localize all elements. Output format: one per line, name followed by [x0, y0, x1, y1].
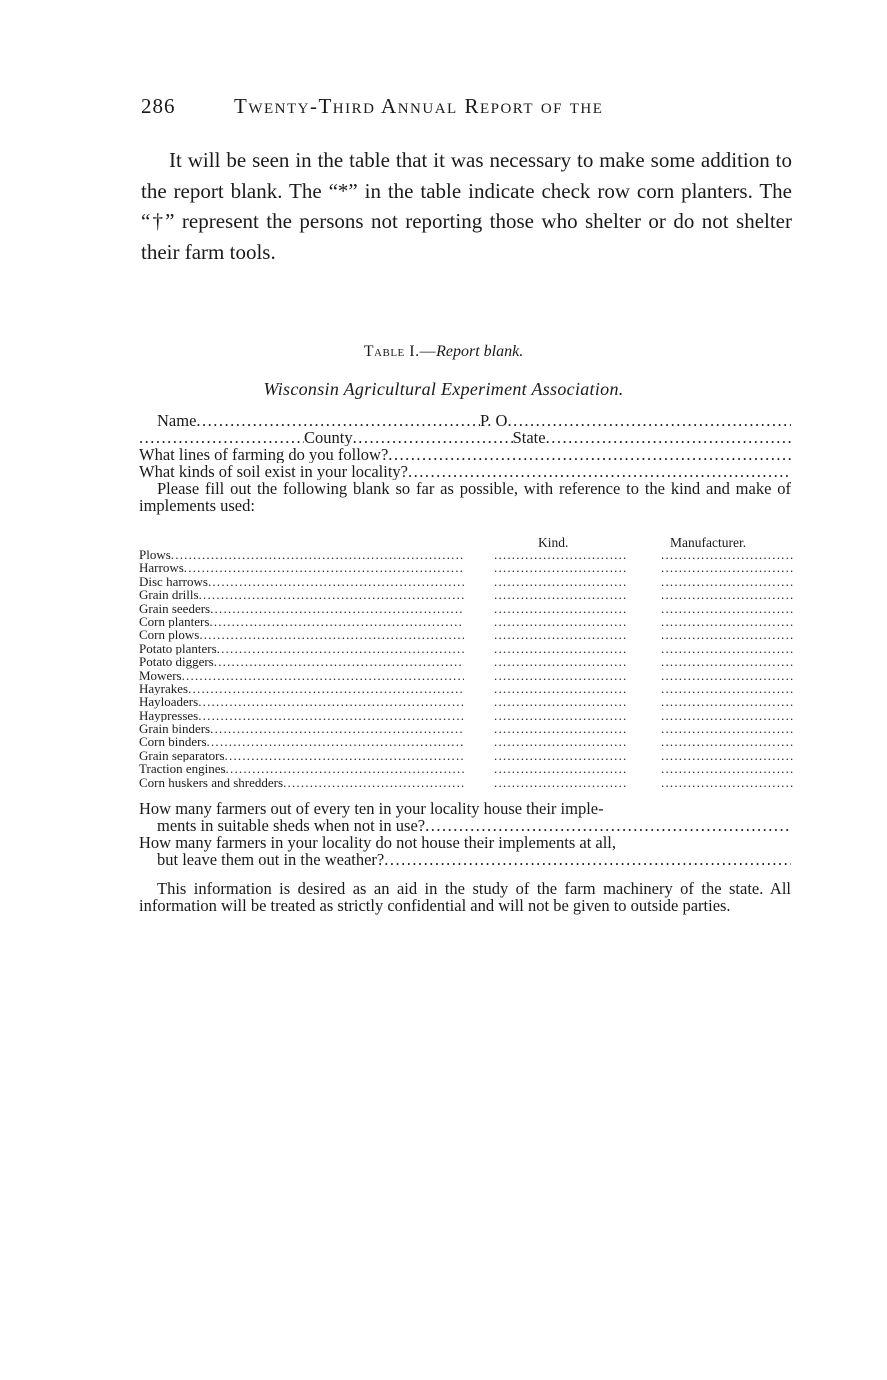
implement-name-cell — [139, 588, 464, 601]
implement-row — [139, 628, 791, 641]
county-label: County — [304, 429, 353, 446]
soil-blank — [408, 463, 791, 480]
kind-blank — [494, 722, 628, 735]
manufacturer-blank — [661, 669, 795, 682]
implement-name-cell — [139, 561, 464, 574]
implement-name-cell — [139, 722, 464, 735]
implement-row — [139, 682, 791, 695]
association-name: Wisconsin Agricultural Experiment Association. — [263, 379, 624, 399]
implement-name-blank — [188, 682, 464, 695]
questions-section — [139, 800, 791, 914]
manufacturer-blank — [661, 628, 795, 641]
implement-name-blank — [214, 655, 464, 668]
manufacturer-blank — [661, 642, 795, 655]
implement-label: Corn planters — [139, 614, 210, 629]
instructions-text: Please fill out the following blank so far as possible, with reference to the kind and make of implements used: — [139, 479, 791, 515]
nohouse-question-cont — [139, 851, 791, 868]
implement-row — [139, 575, 791, 588]
implement-label: Hayloaders — [139, 695, 199, 709]
state-label: State — [512, 429, 546, 446]
farming-question-line — [139, 446, 791, 463]
farming-question: What lines of farming do you follow? — [139, 446, 389, 463]
county-state-line — [139, 429, 791, 446]
implement-row — [139, 695, 791, 708]
implement-label: Corn binders — [139, 735, 207, 749]
kind-blank — [494, 762, 628, 775]
implement-label: Potato planters — [139, 641, 217, 656]
manufacturer-column-header: Manufacturer. — [670, 535, 747, 550]
kind-blank — [494, 669, 628, 682]
implement-name-cell — [139, 642, 464, 655]
manufacturer-blank — [661, 749, 795, 762]
kind-blank — [494, 695, 628, 708]
house-blank — [425, 817, 791, 834]
implement-name-blank — [199, 588, 464, 601]
manufacturer-blank — [661, 776, 795, 789]
implement-name-blank — [207, 735, 464, 748]
implement-name-cell — [139, 749, 464, 762]
manufacturer-blank — [661, 735, 795, 748]
implement-name-blank — [184, 561, 464, 574]
soil-question: What kinds of soil exist in your locality? — [139, 463, 408, 480]
closing-paragraph: This information is desired as an aid in the study of the farm machinery of the state. All information will be treated as strictly confidential and will not be given to outside parties. — [139, 879, 791, 915]
implement-label: Mowers — [139, 668, 182, 682]
kind-column-header: Kind. — [538, 535, 569, 550]
implement-label: Corn huskers and shredders — [139, 775, 284, 790]
implement-name-blank — [226, 762, 464, 775]
house-question-cont — [139, 817, 791, 834]
implement-row — [139, 615, 791, 628]
table-caption-label: Table I.— — [363, 343, 437, 360]
implement-name-cell — [139, 655, 464, 668]
kind-blank — [494, 776, 628, 789]
implement-row — [139, 602, 791, 615]
implement-row — [139, 709, 791, 722]
implement-name-blank — [208, 575, 464, 588]
nohouse-blank — [384, 851, 791, 868]
implement-label: Potato diggers — [139, 655, 214, 669]
implement-name-cell — [139, 682, 464, 695]
manufacturer-blank — [661, 548, 795, 561]
kind-blank — [494, 655, 628, 668]
county-blank — [353, 429, 513, 446]
implement-name-blank — [198, 695, 464, 708]
implements-table — [139, 548, 791, 789]
manufacturer-blank — [661, 588, 795, 601]
kind-blank — [494, 561, 628, 574]
implement-name-cell — [139, 695, 464, 708]
implement-row — [139, 735, 791, 748]
kind-blank — [494, 588, 628, 601]
implement-name-cell — [139, 615, 464, 628]
implement-name-cell — [139, 628, 464, 641]
farming-blank — [388, 446, 791, 463]
implement-row — [139, 776, 791, 789]
implement-name-blank — [209, 615, 464, 628]
name-po-line — [139, 412, 791, 429]
implement-name-cell — [139, 669, 464, 682]
manufacturer-blank — [661, 722, 795, 735]
implement-label: Corn plows — [139, 628, 200, 642]
implement-label: Grain binders — [139, 722, 211, 736]
nohouse-question-line2: but leave them out in the weather? — [157, 851, 385, 868]
manufacturer-blank — [661, 695, 795, 708]
manufacturer-blank — [661, 655, 795, 668]
kind-blank — [494, 615, 628, 628]
manufacturer-blank — [661, 682, 795, 695]
implement-name-blank — [283, 776, 464, 789]
implement-name-cell — [139, 762, 464, 775]
kind-blank — [494, 749, 628, 762]
implement-name-blank — [199, 628, 464, 641]
kind-blank — [494, 642, 628, 655]
name-blank — [196, 412, 480, 429]
manufacturer-blank — [661, 615, 795, 628]
table-caption-title: Report blank. — [436, 343, 524, 360]
implement-row — [139, 722, 791, 735]
manufacturer-blank — [661, 762, 795, 775]
implement-row — [139, 669, 791, 682]
name-label: Name — [157, 412, 197, 429]
implement-row — [139, 749, 791, 762]
implement-name-blank — [198, 709, 464, 722]
kind-blank — [494, 628, 628, 641]
implement-label: Disc harrows — [139, 574, 208, 589]
implement-label: Harrows — [139, 561, 184, 575]
implement-name-blank — [182, 669, 464, 682]
running-title: Twenty-Third Annual Report of the — [234, 94, 604, 118]
soil-question-line — [139, 463, 791, 480]
house-question: How many farmers out of every ten in your locality house their imple- — [139, 799, 604, 818]
table-caption — [0, 343, 887, 361]
implement-name-blank — [225, 749, 464, 762]
house-question-line2: ments in suitable sheds when not in use? — [157, 817, 426, 834]
kind-blank — [494, 548, 628, 561]
implement-row — [139, 642, 791, 655]
intro-text: It will be seen in the table that it was necessary to make some addition to the report blank. The “*” in the table indicate check row corn planters. The “†” represent the persons not reporting those who shelter or do not shelter their farm tools. — [141, 148, 792, 264]
state-blank — [546, 429, 791, 446]
running-head — [141, 92, 801, 122]
intro-paragraph — [141, 145, 792, 267]
kind-blank — [494, 709, 628, 722]
nohouse-question: How many farmers in your locality do not house their implements at all, — [139, 833, 617, 852]
report-blank-form — [139, 412, 791, 514]
implement-label: Plows — [139, 548, 171, 562]
kind-blank — [494, 602, 628, 615]
implement-label: Haypresses — [139, 708, 199, 723]
implement-row — [139, 588, 791, 601]
manufacturer-blank — [661, 561, 795, 574]
implement-name-cell — [139, 548, 464, 561]
implement-row — [139, 561, 791, 574]
kind-blank — [494, 682, 628, 695]
implement-row — [139, 548, 791, 561]
implement-name-blank — [210, 602, 464, 615]
manufacturer-blank — [661, 709, 795, 722]
implement-name-cell — [139, 776, 464, 789]
implement-label: Traction engines — [139, 762, 226, 776]
po-label: P. O — [479, 412, 508, 429]
implement-name-blank — [171, 548, 464, 561]
kind-blank — [494, 575, 628, 588]
implement-name-blank — [217, 642, 464, 655]
po-blank — [507, 412, 791, 429]
implement-name-blank — [210, 722, 464, 735]
implement-label: Hayrakes — [139, 681, 189, 696]
county-lead-blank — [139, 429, 304, 446]
manufacturer-blank — [661, 602, 795, 615]
implement-name-cell — [139, 575, 464, 588]
implement-row — [139, 762, 791, 775]
page-number: 286 — [141, 94, 176, 118]
manufacturer-blank — [661, 575, 795, 588]
implement-label: Grain seeders — [139, 601, 211, 615]
implement-name-cell — [139, 709, 464, 722]
implement-name-cell — [139, 602, 464, 615]
implement-label: Grain separators — [139, 748, 225, 763]
kind-blank — [494, 735, 628, 748]
implement-name-cell — [139, 735, 464, 748]
implement-label: Grain drills — [139, 588, 199, 602]
implement-row — [139, 655, 791, 668]
